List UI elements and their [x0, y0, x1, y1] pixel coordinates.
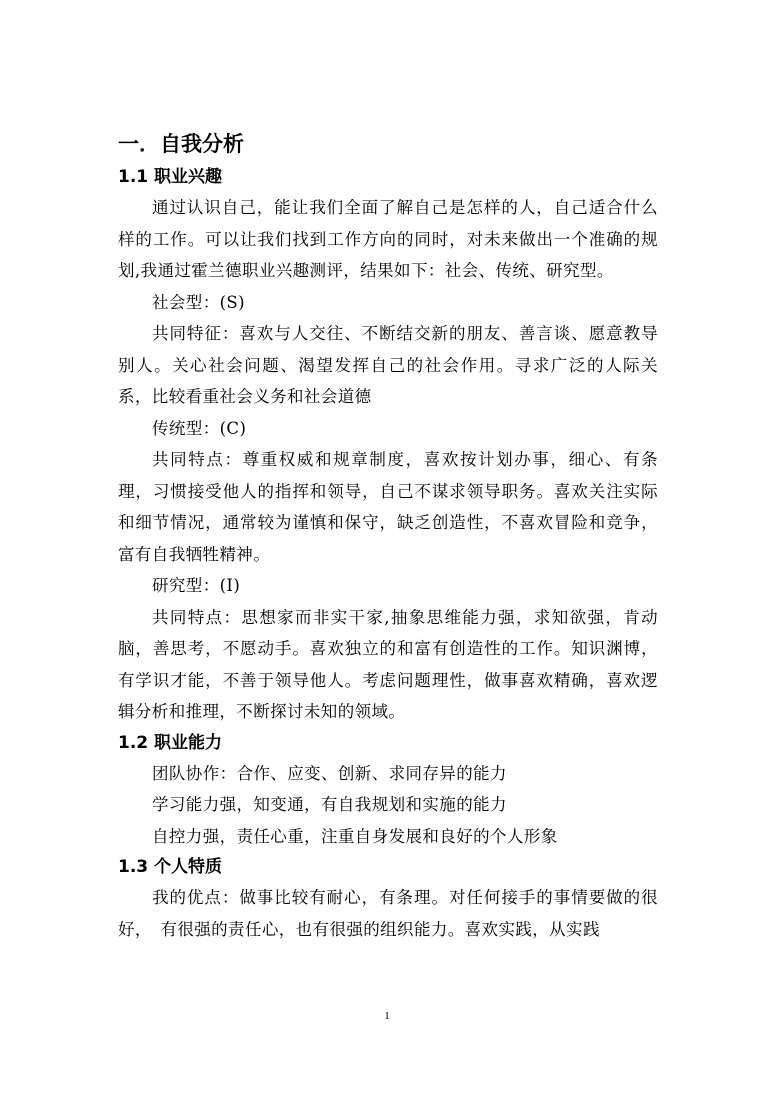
paragraph-social-type: 共同特征：喜欢与人交往、不断结交新的朋友、善言谈、愿意教导别人。关心社会问题、渴望发挥自己的社会作用。寻求广泛的人际关系，比较看重社会义务和社会道德	[118, 324, 658, 406]
ability-item: 学习能力强，知变通，有自我规划和实施的能力	[152, 795, 507, 814]
heading-career-interest: 1.1 职业兴趣	[118, 167, 223, 187]
paragraph-investigative-type: 共同特点：思想家而非实干家,抽象思维能力强，求知欲强，肯动脑，善思考，不愿动手。喜欢独立的和富有创造性的工作。知识渊博，有学识才能，不善于领导他人。考虑问题理性，做事喜欢精确，喜欢逻辑分析和推理，不断探讨未知的领域。	[118, 607, 658, 721]
ability-item: 团队协作：合作、应变、创新、求同存异的能力	[152, 763, 507, 783]
ability-item: 自控力强，责任心重，注重自身发展和良好的个人形象	[152, 826, 558, 846]
section-title: 一．自我分析	[118, 132, 244, 156]
page-content	[118, 128, 658, 945]
label-conventional-type: 传统型：(C)	[152, 418, 247, 438]
paragraph-conventional-type: 共同特点：尊重权威和规章制度，喜欢按计划办事，细心、有条理，习惯接受他人的指挥和领导，自己不谋求领导职务。喜欢关注实际和细节情况，通常较为谨慎和保守，缺乏创造性，不喜欢冒险和竞争，富有自我牺牲精神。	[118, 450, 658, 564]
paragraph-intro: 通过认识自己，能让我们全面了解自己是怎样的人，自己适合什么样的工作。可以让我们找到工作方向的同时，对未来做出一个准确的规划,我通过霍兰德职业兴趣测评，结果如下：社会、传统、研究型。	[118, 198, 658, 280]
label-investigative-type: 研究型：(I)	[152, 576, 241, 595]
heading-career-ability: 1.2 职业能力	[118, 732, 223, 753]
heading-personal-traits: 1.3 个人特质	[118, 857, 223, 877]
page-number: 1	[384, 1010, 390, 1022]
label-social-type: 社会型：(S)	[152, 292, 245, 312]
paragraph-traits: 我的优点：做事比较有耐心，有条理。对任何接手的事情要做的很好， 有很强的责任心，也有很强的组织能力。喜欢实践，从实践	[118, 888, 658, 939]
